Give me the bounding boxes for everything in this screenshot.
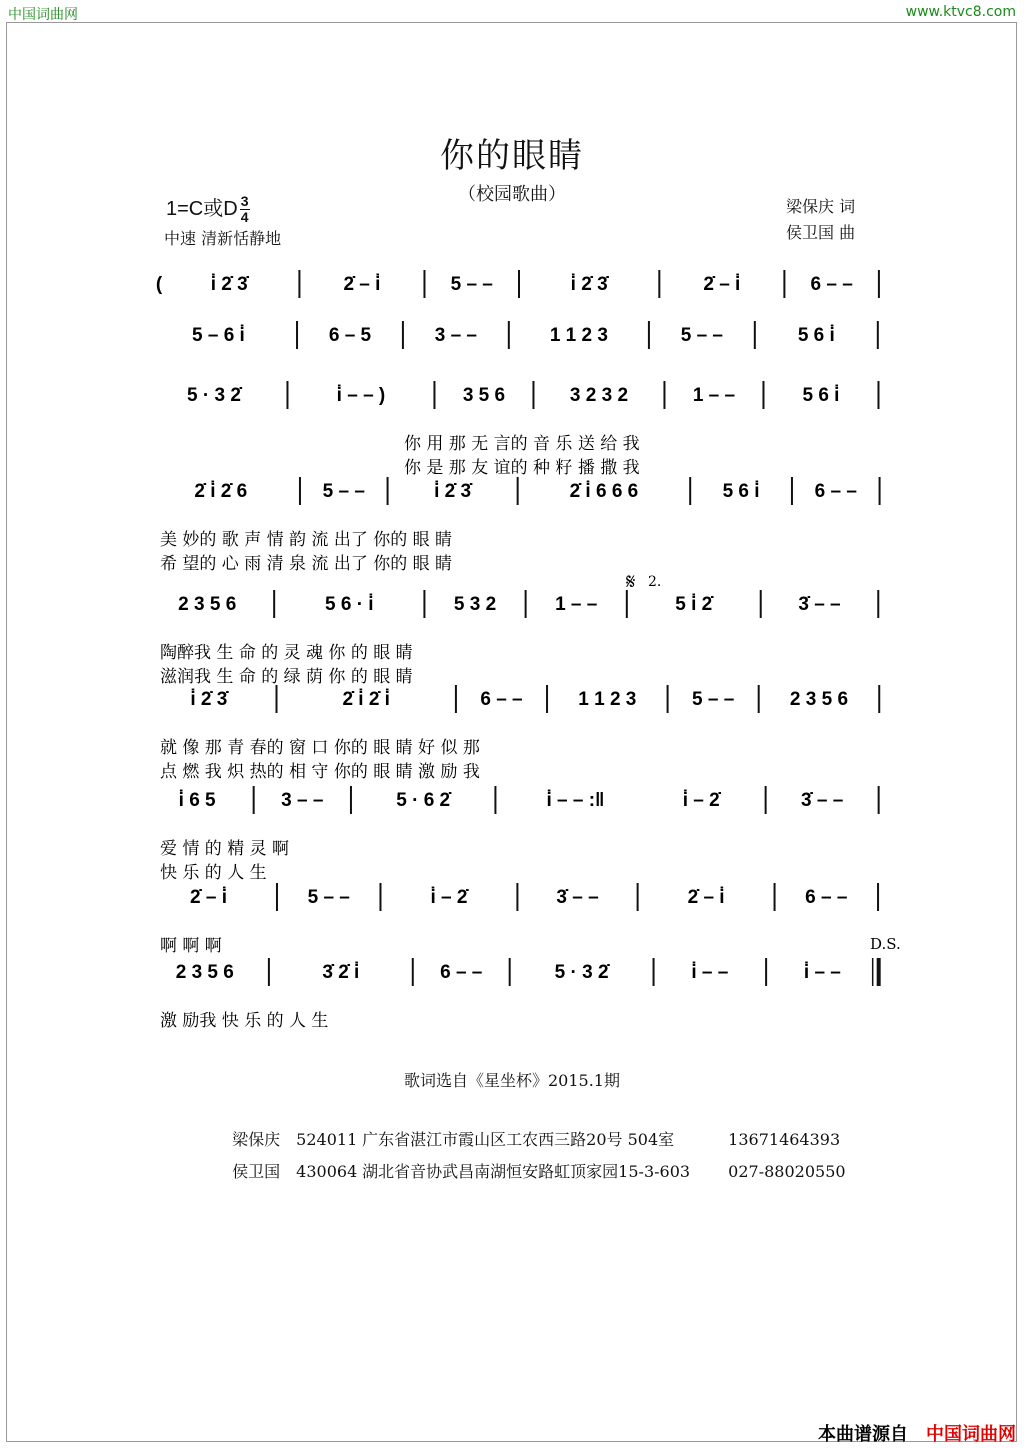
note-group: 2̇ i̇ 2̇ i̇	[342, 689, 390, 710]
note-group: i̇ 6 5	[178, 790, 216, 811]
note-group: 6 – 5	[328, 325, 372, 346]
composer-credit: 侯卫国 曲	[786, 223, 856, 242]
lyric-line: 快 乐 的 人 生	[160, 863, 267, 883]
score-row	[160, 477, 880, 574]
song-title: 你的眼睛	[440, 136, 584, 176]
score-row	[187, 381, 878, 478]
note-group: 2̇ i̇ 6 6 6	[569, 481, 639, 502]
note-group: i̇ 2̇ 3̇	[190, 689, 228, 710]
lyric-line: 就 像 那 青 春的 窗 口 你的 眼 睛 好 似 那	[160, 738, 480, 758]
note-group: i̇ – – )	[336, 385, 386, 406]
lyric-line: 你 是 那 友 谊的 种 籽 播 撒 我	[404, 458, 640, 478]
key-label: 1=C或D	[166, 198, 238, 220]
note-group: 2̇ – i̇	[703, 274, 741, 295]
note-group: 5 – 6 i̇	[192, 325, 245, 346]
score-rows	[156, 270, 880, 1031]
score-row	[160, 685, 879, 782]
contact-address: 广东省湛江市霞山区工农西三路20号 504室	[362, 1130, 675, 1149]
score-row	[192, 321, 878, 349]
lyric-line: 啊 啊 啊	[160, 936, 222, 956]
score-row	[156, 270, 879, 298]
segno-icon: 𝄋	[626, 570, 636, 595]
note-group: 6 – –	[814, 481, 857, 502]
note-group: 6 – –	[810, 274, 853, 295]
note-group: 5 · 3 2̇	[554, 962, 609, 983]
site-url-right[interactable]: www.ktvc8.com	[905, 4, 1016, 20]
source-badge-label: 本曲谱源自	[818, 1424, 908, 1445]
note-group: i̇ – 2̇	[682, 790, 720, 811]
contact-postcode: 524011	[296, 1130, 358, 1149]
ds-label: D.S.	[870, 935, 901, 953]
note-group: 5 6 i̇	[797, 325, 835, 346]
score-row	[160, 590, 878, 687]
note-group: 2̇ – i̇	[190, 887, 228, 908]
score-row	[160, 958, 879, 1031]
note-group: 2̇ – i̇	[343, 274, 381, 295]
lyric-line: 滋润我 生 命 的 绿 荫 你 的 眼 睛	[160, 667, 413, 687]
note-group: i̇ – –	[803, 962, 841, 983]
note-group: 1 1 2 3	[578, 689, 637, 710]
contact-name: 梁保庆	[232, 1130, 281, 1149]
note-group: 6 – –	[440, 962, 483, 983]
note-group: 5 – –	[680, 325, 724, 346]
note-group: i̇ – – :‖	[546, 790, 605, 811]
lyric-line: 美 妙的 歌 声 情 韵 流 出了 你的 眼 睛	[160, 530, 453, 550]
note-group: 5 3 2	[453, 594, 497, 615]
note-group: 1 1 2 3	[549, 325, 608, 346]
score-row	[160, 786, 879, 883]
lyric-line: 陶醉我 生 命 的 灵 魂 你 的 眼 睛	[160, 643, 413, 663]
note-group: 3̇ – –	[556, 887, 599, 908]
contact-name: 侯卫国	[232, 1162, 281, 1181]
source-badge[interactable]	[818, 1420, 1016, 1446]
contact-postcode: 430064	[296, 1162, 358, 1181]
note-group: 5 6 i̇	[722, 481, 760, 502]
song-subtitle: （校园歌曲）	[458, 184, 566, 205]
note-group: i̇ 2̇ 3̇	[434, 481, 472, 502]
time-top: 3	[240, 193, 249, 210]
segno-label: 2.	[648, 574, 662, 590]
source-badge-site[interactable]: 中国词曲网	[926, 1424, 1016, 1445]
time-bottom: 4	[240, 209, 249, 226]
contact-address: 湖北省音协武昌南湖恒安路虹顶家园15-3-603	[362, 1162, 691, 1181]
note-group: 3 5 6	[462, 385, 506, 406]
note-group: 2 3 5 6	[178, 594, 237, 615]
note-group: i̇ – 2̇	[430, 887, 468, 908]
note-group: 3̇ 2̇ i̇	[322, 962, 360, 983]
note-group: 3 – –	[281, 790, 324, 811]
note-group: 6 – –	[805, 887, 848, 908]
note-group: 3̇ – –	[798, 594, 841, 615]
note-group: 5 – –	[322, 481, 365, 502]
score-row	[160, 883, 878, 956]
note-group: 3 2 3 2	[569, 385, 629, 406]
note-group: 1 – –	[692, 385, 736, 406]
note-group: 1 – –	[555, 594, 598, 615]
note-group: 5 · 6 2̇	[396, 790, 451, 811]
note-group: i̇ 2̇ 3̇	[210, 274, 248, 295]
lyricist-credit: 梁保庆 词	[786, 197, 856, 216]
lyric-line: 你 用 那 无 言的 音 乐 送 给 我	[404, 434, 640, 454]
note-group: 2̇ – i̇	[687, 887, 725, 908]
note-group: 6 – –	[480, 689, 523, 710]
note-group: 2̇ i̇ 2̇ 6	[194, 481, 248, 502]
contact-phone: 027-88020550	[728, 1162, 846, 1181]
note-group: 2 3 5 6	[789, 689, 849, 710]
tempo-marking: 中速 清新恬静地	[164, 229, 282, 248]
note-group: 5 – –	[307, 887, 350, 908]
note-group: 3 – –	[434, 325, 478, 346]
note-group: 2 3 5 6	[175, 962, 234, 983]
note-group: i̇ 2̇ 3̇	[570, 274, 608, 295]
note-group: 5 6 · i̇	[325, 594, 374, 615]
note-group: 5 – –	[450, 274, 493, 295]
lyrics-source: 歌词选自《星坐杯》2015.1期	[404, 1071, 620, 1090]
lyric-line: 希 望的 心 雨 清 泉 流 出了 你的 眼 睛	[160, 554, 453, 574]
contact-row-2	[222, 1140, 846, 1182]
note-group: 5 i̇ 2̇	[675, 594, 713, 615]
note-group: 5 · 3 2̇	[187, 385, 241, 406]
note-group: 5 6 i̇	[802, 385, 840, 406]
lyric-line: 点 燃 我 炽 热的 相 守 你的 眼 睛 激 励 我	[160, 762, 480, 782]
lyric-line: 激 励我 快 乐 的 人 生	[160, 1011, 329, 1031]
site-name-left[interactable]: 中国词曲网	[8, 7, 78, 23]
note-group: 3̇ – –	[801, 790, 844, 811]
note-group: 5 – –	[692, 689, 735, 710]
lyric-line: 爱 情 的 精 灵 啊	[160, 839, 290, 859]
note-group: i̇ – –	[691, 962, 729, 983]
contact-phone: 13671464393	[728, 1130, 841, 1149]
note-group: (	[155, 274, 163, 295]
